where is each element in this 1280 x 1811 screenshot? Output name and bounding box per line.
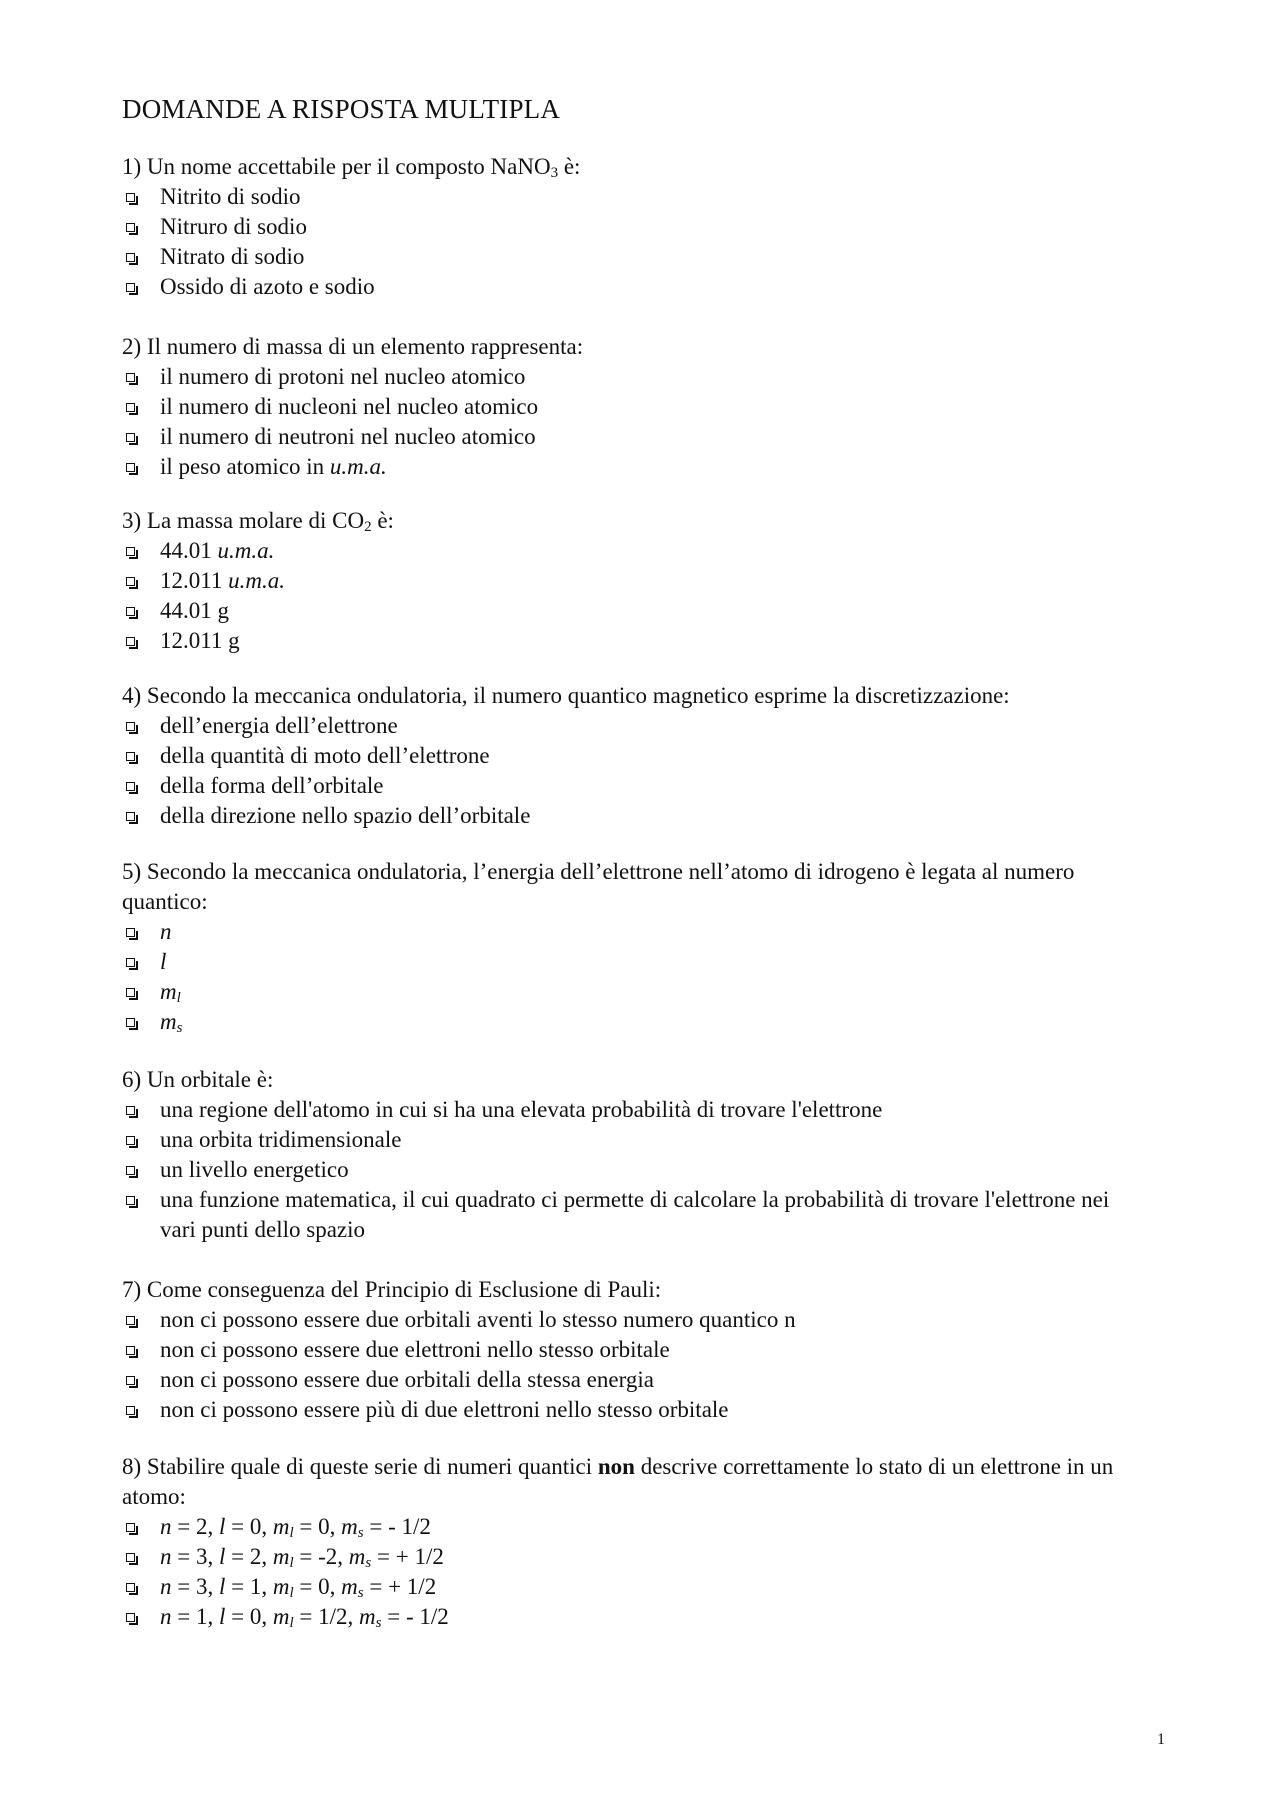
question-2-option-1[interactable]: il numero di protoni nel nucleo atomico bbox=[122, 362, 1132, 392]
question-7 bbox=[122, 1275, 1132, 1425]
question-1-text: 1) Un nome accettabile per il composto NaNO$_3$ è: bbox=[122, 154, 581, 181]
question-8-option-3[interactable]: n = 3, l = 1, $m_l = 0$, $m_s$ = + 1/2 bbox=[122, 1572, 1132, 1602]
checkbox-icon[interactable] bbox=[126, 752, 135, 761]
question-3 bbox=[122, 506, 1132, 656]
checkbox-icon[interactable] bbox=[126, 1018, 135, 1027]
checkbox-icon[interactable] bbox=[126, 607, 135, 616]
question-7-option-3[interactable]: non ci possono essere due orbitali della stessa energia bbox=[122, 1365, 1132, 1395]
checkbox-icon[interactable] bbox=[126, 373, 135, 382]
question-5-option-2[interactable]: l bbox=[122, 947, 1132, 977]
question-8 bbox=[122, 1452, 1132, 1632]
question-2-option-4[interactable]: il peso atomico in u.m.a. bbox=[122, 452, 1132, 482]
question-5 bbox=[122, 857, 1132, 1037]
checkbox-icon[interactable] bbox=[126, 1613, 135, 1622]
question-8-option-1[interactable]: n = 2, l = 0, $m_l = 0$, $m_s$ = - 1/2 bbox=[122, 1512, 1132, 1542]
question-3-text: 3) La massa molare di $CO_2$ è: bbox=[122, 508, 394, 535]
checkbox-icon[interactable] bbox=[126, 1166, 135, 1175]
checkbox-icon[interactable] bbox=[126, 637, 135, 646]
question-2-text: 2) Il numero di massa di un elemento rappresenta: bbox=[122, 334, 584, 359]
question-5-text: 5) Secondo la meccanica ondulatoria, l’energia dell’elettrone nell’atomo di idrogeno è legata al numero quantico: bbox=[122, 859, 1075, 914]
checkbox-icon[interactable] bbox=[126, 403, 135, 412]
question-7-options bbox=[122, 1305, 1132, 1425]
question-4-text: 4) Secondo la meccanica ondulatoria, il numero quantico magnetico esprime la discretizzazione: bbox=[122, 683, 1010, 708]
checkbox-icon[interactable] bbox=[126, 253, 135, 262]
question-7-option-4[interactable]: non ci possono essere più di due elettroni nello stesso orbitale bbox=[122, 1395, 1132, 1425]
checkbox-icon[interactable] bbox=[126, 1136, 135, 1145]
question-7-option-1[interactable]: non ci possono essere due orbitali aventi lo stesso numero quantico n bbox=[122, 1305, 1132, 1335]
question-4-options bbox=[122, 711, 1132, 831]
checkbox-icon[interactable] bbox=[126, 193, 135, 202]
question-4-option-2[interactable]: della quantità di moto dell’elettrone bbox=[122, 741, 1132, 771]
checkbox-icon[interactable] bbox=[126, 722, 135, 731]
question-1-option-2[interactable]: Nitruro di sodio bbox=[122, 212, 1132, 242]
checkbox-icon[interactable] bbox=[126, 1376, 135, 1385]
checkbox-icon[interactable] bbox=[126, 433, 135, 442]
question-8-options bbox=[122, 1512, 1132, 1632]
checkbox-icon[interactable] bbox=[126, 1523, 135, 1532]
question-5-option-4[interactable]: $m_s$ bbox=[122, 1007, 1132, 1037]
question-3-option-1[interactable]: 44.01 u.m.a. bbox=[122, 536, 1132, 566]
checkbox-icon[interactable] bbox=[126, 1316, 135, 1325]
question-1-option-3[interactable]: Nitrato di sodio bbox=[122, 242, 1132, 272]
question-5-options bbox=[122, 917, 1132, 1037]
question-6-option-4[interactable]: una funzione matematica, il cui quadrato ci permette di calcolare la probabilità di trovare l'elettrone nei vari punti dello spazio bbox=[122, 1185, 1145, 1245]
question-6-option-2[interactable]: una orbita tridimensionale bbox=[122, 1125, 1132, 1155]
question-6-option-3[interactable]: un livello energetico bbox=[122, 1155, 1132, 1185]
checkbox-icon[interactable] bbox=[126, 1106, 135, 1115]
question-5-option-1[interactable]: n bbox=[122, 917, 1132, 947]
checkbox-icon[interactable] bbox=[126, 1553, 135, 1562]
page-number: 1 bbox=[1157, 1731, 1165, 1748]
checkbox-icon[interactable] bbox=[126, 988, 135, 997]
question-7-text: 7) Come conseguenza del Principio di Esclusione di Pauli: bbox=[122, 1277, 662, 1302]
question-5-option-3[interactable]: $m_l$ bbox=[122, 977, 1132, 1007]
question-3-option-4[interactable]: 12.011 g bbox=[122, 626, 1132, 656]
question-4-option-4[interactable]: della direzione nello spazio dell’orbitale bbox=[122, 801, 1132, 831]
checkbox-icon[interactable] bbox=[126, 223, 135, 232]
page-title: DOMANDE A RISPOSTA MULTIPLA bbox=[122, 94, 561, 124]
question-8-option-4[interactable]: n = 1, l = 0, $m_l = 1/2$, $m_s$ = - 1/2 bbox=[122, 1602, 1132, 1632]
checkbox-icon[interactable] bbox=[126, 1583, 135, 1592]
checkbox-icon[interactable] bbox=[126, 928, 135, 937]
question-3-options bbox=[122, 536, 1132, 656]
checkbox-icon[interactable] bbox=[126, 577, 135, 586]
question-6-text: 6) Un orbitale è: bbox=[122, 1067, 274, 1092]
checkbox-icon[interactable] bbox=[126, 812, 135, 821]
question-8-text: 8) Stabilire quale di queste serie di numeri quantici non descrive correttamente lo stato di un elettrone in un atomo: bbox=[122, 1454, 1114, 1509]
question-4-option-1[interactable]: dell’energia dell’elettrone bbox=[122, 711, 1132, 741]
question-6-option-1[interactable]: una regione dell'atomo in cui si ha una elevata probabilità di trovare l'elettrone bbox=[122, 1095, 1132, 1125]
checkbox-icon[interactable] bbox=[126, 463, 135, 472]
question-2-option-3[interactable]: il numero di neutroni nel nucleo atomico bbox=[122, 422, 1132, 452]
question-1-options bbox=[122, 182, 1132, 302]
question-4-option-3[interactable]: della forma dell’orbitale bbox=[122, 771, 1132, 801]
checkbox-icon[interactable] bbox=[126, 1196, 135, 1205]
question-7-option-2[interactable]: non ci possono essere due elettroni nello stesso orbitale bbox=[122, 1335, 1132, 1365]
question-8-option-2[interactable]: n = 3, l = 2, $m_l = -2$, $m_s$ = + 1/2 bbox=[122, 1542, 1132, 1572]
question-1-option-1[interactable]: Nitrito di sodio bbox=[122, 182, 1132, 212]
question-2 bbox=[122, 332, 1132, 482]
question-2-options bbox=[122, 362, 1132, 482]
checkbox-icon[interactable] bbox=[126, 547, 135, 556]
checkbox-icon[interactable] bbox=[126, 1406, 135, 1415]
question-1 bbox=[122, 152, 1132, 302]
checkbox-icon[interactable] bbox=[126, 1346, 135, 1355]
question-6-options bbox=[122, 1095, 1132, 1245]
checkbox-icon[interactable] bbox=[126, 958, 135, 967]
question-1-option-4[interactable]: Ossido di azoto e sodio bbox=[122, 272, 1132, 302]
checkbox-icon[interactable] bbox=[126, 782, 135, 791]
question-2-option-2[interactable]: il numero di nucleoni nel nucleo atomico bbox=[122, 392, 1132, 422]
question-4 bbox=[122, 681, 1132, 831]
checkbox-icon[interactable] bbox=[126, 283, 135, 292]
question-3-option-2[interactable]: 12.011 u.m.a. bbox=[122, 566, 1132, 596]
question-6 bbox=[122, 1065, 1132, 1245]
question-3-option-3[interactable]: 44.01 g bbox=[122, 596, 1132, 626]
